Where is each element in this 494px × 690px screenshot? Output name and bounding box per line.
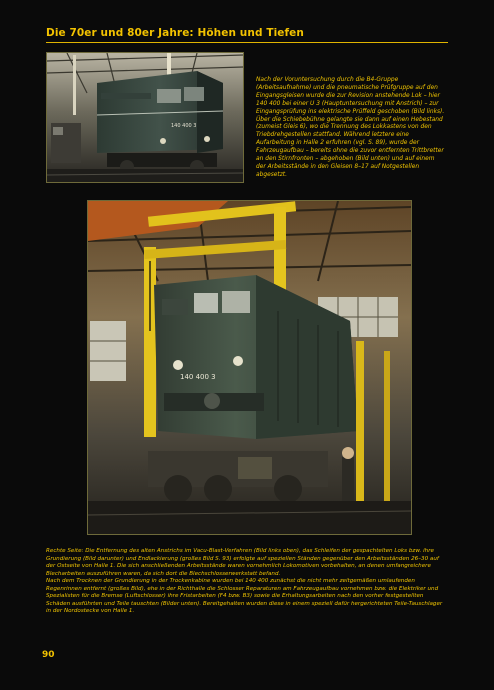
caption-block [46, 548, 448, 616]
title-rule [46, 42, 448, 43]
loco-number-big: 140 400 3 [180, 373, 216, 381]
caption-paragraph-2: Nach dem Trocknen der Grundierung in der Trockenkabine wurden bei 140 400 zunächst die nicht mehr zeitgemäßen umlaufenden Regenrinnen entfernt (großes Bild), ehe in der Richthalle die Schlosser Reparaturen am Fahrzeugaufbau vornehmen bzw. die Elektriker und Spezialisten für die Bremse (Luftschlosser) ihre Fristarbeiten (F4 bzw. B3) sowie die Erhaltungsarbeiten nach den vorher festgestellten Schäden ausführten und Teile tauschten (Bilder unten). Bereitgehalten wurden diese in einem speziell dafür hergerichteten Teile-Tauschlager in der Nordostecke von Halle 1. [46, 578, 443, 614]
caption-paragraph-1: Rechte Seite: Die Entfernung des alten Anstrichs im Vacu-Blast-Verfahren (Bild links oben), das Schleifen der gespachtelten Loks bzw. ihre Grundierung (Bild darunter) und Endlackierung (großes Bild S. 93) erfolgte auf speziellen Ständen gegenüber den Arbeitsständen 26–30 auf der Ostseite von Halle 1. Die sich anschließenden Arbeitsstände waren vornehmlich Lokomotiven vorbehalten, an denen umfangreichere Blecharbeiten auszuführen waren, da sich dort die Blechschlosserwerkstatt befand. [46, 548, 439, 577]
photo-locomotive-lifted-image [88, 201, 411, 534]
photo-locomotive-lifted [87, 200, 412, 535]
page-number: 90 [42, 650, 55, 660]
photo-locomotive-test-hall [46, 52, 244, 183]
photo-locomotive-test-hall-image [47, 53, 243, 182]
intro-paragraph: Nach der Voruntersuchung durch die B4-Gruppe (Arbeitsaufnahme) und die pneumatische Prüfgruppe auf den Eingangsgleisen wurde die zur Revision anstehende Lok – hier 140 400 bei einer U 3 (Hauptuntersuchung mit Anstrich) – zur Eingangsprüfung ins elektrische Prüffeld geschoben (Bild links). Über die Schiebebühne gelangte sie dann auf einen Hebestand (zumeist Gleis 6), wo die Trennung des Lokkastens von den Triebdrehgestellen stattfand. Während letztere eine Aufarbeitung in Halle 2 erfuhren (vgl. S. 89), wurde der Fahrzeugaufbau – bereits ohne die zuvor entfernten Trittbretter an den Stirnfronten – abgehoben (Bild unten) und auf einem der Arbeitsstände in den Gleisen 8–17 auf Notgestellen abgesetzt. [256, 77, 445, 178]
page-title: Die 70er und 80er Jahre: Höhen und Tiefen [46, 27, 304, 39]
loco-number-top: 140 400 3 [171, 123, 197, 129]
